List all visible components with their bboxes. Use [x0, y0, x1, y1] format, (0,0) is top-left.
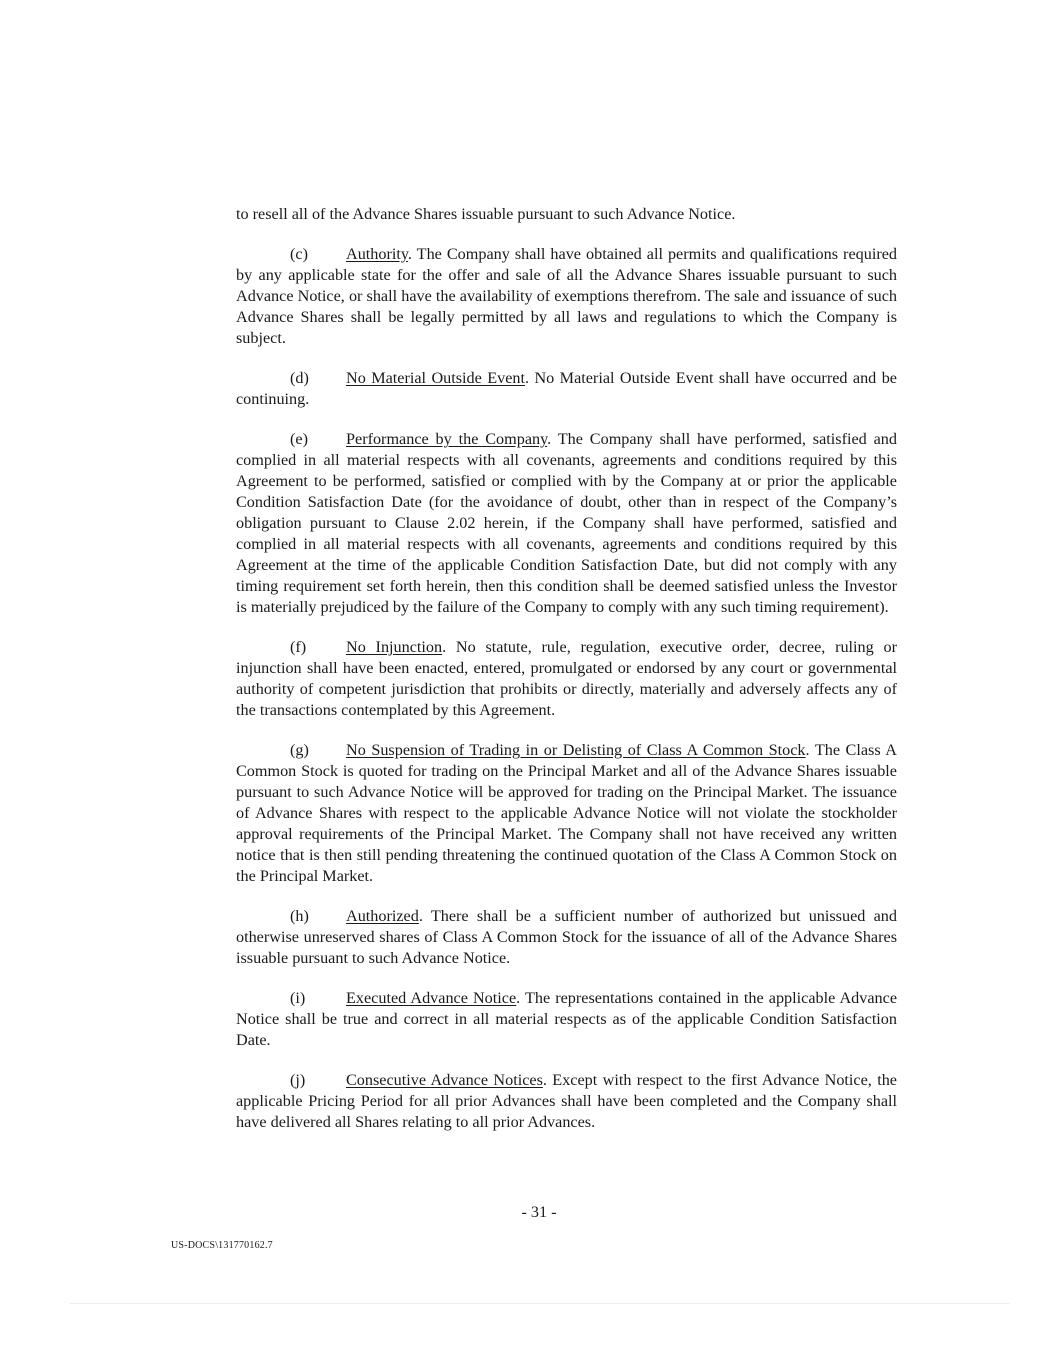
condition-g	[236, 740, 897, 887]
condition-heading: Authority	[346, 245, 408, 263]
condition-text: . The Class A Common Stock is quoted for trading on the Principal Market and all of the Advance Shares issuable pursuant to such Advance Notice will be approved for trading on the Principal Market. The issuance of Advance Shares with respect to the applicable Advance Notice will not violate the stockholder approval requirements of the Principal Market. The Company shall not have received any written notice that is then still pending threatening the continued quotation of the Class A Common Stock on the Principal Market.	[236, 741, 897, 885]
condition-heading: No Injunction	[346, 638, 443, 656]
condition-label: (d)	[290, 369, 309, 387]
condition-heading: No Suspension of Trading in or Delisting of Class A Common Stock	[346, 741, 806, 759]
condition-label: (i)	[290, 989, 306, 1007]
condition-text: . The Company shall have obtained all permits and qualifications required by any applicable state for the offer and sale of all the Advance Shares issuable pursuant to such Advance Notice, or shall have the availability of exemptions therefrom. The sale and issuance of such Advance Shares shall be legally permitted by all laws and regulations to which the Company is subject.	[236, 245, 897, 347]
condition-e	[236, 429, 897, 618]
condition-f	[236, 637, 897, 721]
condition-text: . No Material Outside Event shall have occurred and be continuing.	[236, 369, 897, 408]
condition-heading: Consecutive Advance Notices	[346, 1071, 543, 1089]
continuation-text: to resell all of the Advance Shares issuable pursuant to such Advance Notice.	[236, 205, 736, 223]
condition-text: . Except with respect to the first Advance Notice, the applicable Pricing Period for all prior Advances shall have been completed and the Company shall have delivered all Shares relating to all prior Advances.	[236, 1071, 897, 1131]
condition-c	[236, 244, 897, 349]
condition-text: . There shall be a sufficient number of authorized but unissued and otherwise unreserved shares of Class A Common Stock for the issuance of all of the Advance Shares issuable pursuant to such Advance Notice.	[236, 907, 897, 967]
condition-heading: Executed Advance Notice	[346, 989, 517, 1007]
condition-label: (f)	[290, 638, 307, 656]
condition-text: . The Company shall have performed, satisfied and complied in all material respects with all covenants, agreements and conditions required by this Agreement to be performed, satisfied or complied with by the Company at or prior the applicable Condition Satisfaction Date (for the avoidance of doubt, other than in respect of the Company’s obligation pursuant to Clause 2.02 herein, if the Company shall have performed, satisfied and complied in all material respects with all covenants, agreements and conditions required by this Agreement at the time of the applicable Condition Satisfaction Date, but did not comply with any timing requirement set forth herein, then this condition shall be deemed satisfied unless the Investor is materially prejudiced by the failure of the Company to comply with any such timing requirement).	[236, 430, 897, 616]
condition-label: (c)	[290, 245, 308, 263]
condition-text: . No statute, rule, regulation, executive order, decree, ruling or injunction shall have been enacted, entered, promulgated or endorsed by any court or governmental authority of competent jurisdiction that prohibits or directly, materially and adversely affects any of the transactions contemplated by this Agreement.	[236, 638, 897, 719]
condition-heading: Performance by the Company	[346, 430, 548, 448]
condition-j	[236, 1070, 897, 1133]
condition-label: (e)	[290, 430, 308, 448]
condition-label: (j)	[290, 1071, 306, 1089]
page-bottom-divider	[70, 1303, 1010, 1304]
condition-i	[236, 988, 897, 1051]
condition-label: (h)	[290, 907, 309, 925]
document-body	[236, 204, 897, 1152]
condition-text: . The representations contained in the applicable Advance Notice shall be true and correct in all material respects as of the applicable Condition Satisfaction Date.	[236, 989, 897, 1049]
document-id: US-DOCS\131770162.7	[171, 1240, 273, 1251]
condition-heading: Authorized	[346, 907, 419, 925]
condition-label: (g)	[290, 741, 309, 759]
continuation-paragraph	[236, 204, 897, 225]
page-number: - 31 -	[521, 1203, 557, 1221]
condition-heading: No Material Outside Event	[346, 369, 525, 387]
condition-d	[236, 368, 897, 410]
condition-h	[236, 906, 897, 969]
